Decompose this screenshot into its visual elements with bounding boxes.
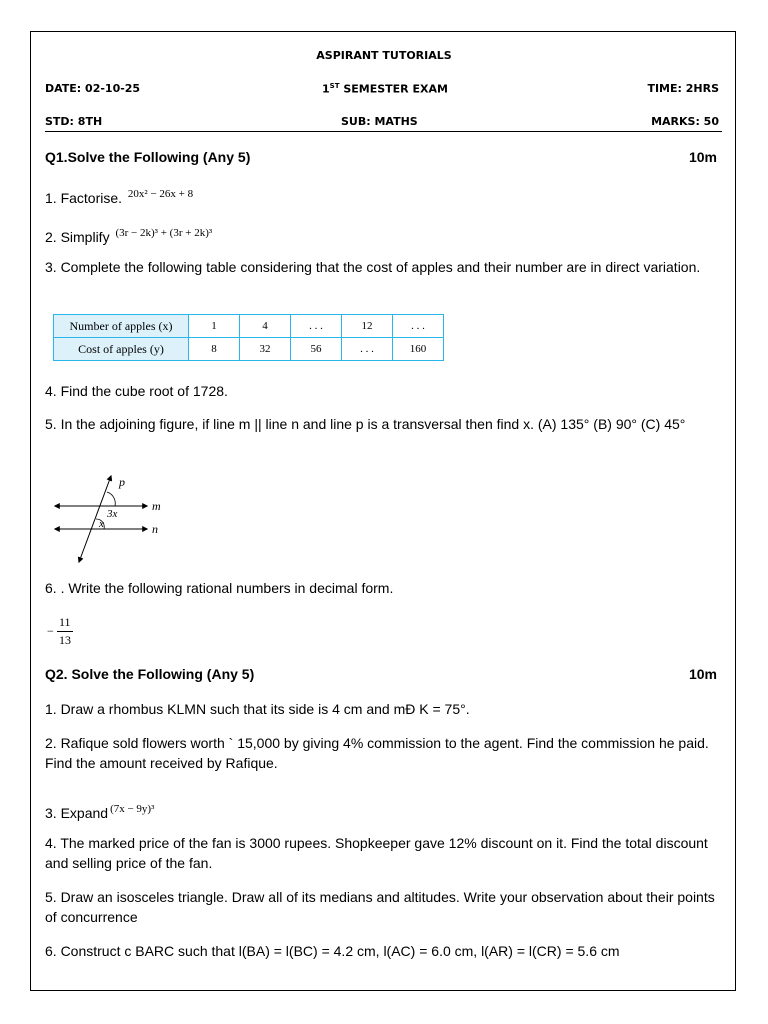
label-p: p (119, 475, 125, 489)
direct-variation-table (53, 314, 444, 361)
label-n: n (152, 522, 158, 536)
q2-item-5: 5. Draw an isosceles triangle. Draw all of its medians and altitudes. Write your observation about their points of concurrence (45, 889, 715, 925)
table-cell: 4 (240, 315, 291, 338)
total-marks: MARKS: 50 (651, 115, 719, 128)
table-cell: 12 (342, 315, 393, 338)
fraction-denominator: 13 (59, 633, 71, 647)
exam-title: 1ST SEMESTER EXAM (322, 82, 448, 96)
q1-heading: Q1.Solve the Following (Any 5) (45, 149, 251, 165)
angle-label-3x: 3x (107, 508, 118, 520)
subject: SUB: MATHS (341, 115, 418, 128)
exam-time: TIME: 2HRS (647, 82, 719, 95)
table-cell: 8 (189, 338, 240, 361)
math-expression: (3r − 2k)³ + (3r + 2k)³ (115, 227, 213, 239)
table-row-header: Cost of apples (y) (54, 338, 189, 361)
math-expression: 20x² − 26x + 8 (127, 188, 194, 200)
q2-item-6: 6. Construct c BARC such that l(BA) = l(BC) = 4.2 cm, l(AC) = 6.0 cm, l(AR) = l(CR) = 5.6 cm (45, 943, 620, 959)
q1-item-2: 2. Simplify $^{(3r - 2k)^3 + (3r + 2k)^3}$ (45, 227, 213, 245)
header-divider (45, 131, 722, 132)
q2-heading: Q2. Solve the Following (Any 5) (45, 666, 255, 682)
q1-marks: 10m (688, 149, 717, 165)
q2-item-2: 2. Rafique sold flowers worth ` 15,000 by giving 4% commission to the agent. Find the commission he paid. Find the amount received by Rafique. (45, 735, 709, 771)
table-cell: 160 (393, 338, 444, 361)
angle-arc (107, 492, 115, 506)
standard: STD: 8TH (45, 115, 103, 128)
fraction-numerator: 11 (59, 615, 71, 629)
q1-item-3: 3. Complete the following table considering that the cost of apples and their number are in direct variation. (45, 259, 701, 275)
table-cell: 32 (240, 338, 291, 361)
fraction-bar (57, 631, 73, 632)
table-cell: . . . (291, 315, 342, 338)
table-cell: . . . (342, 338, 393, 361)
table-cell: . . . (393, 315, 444, 338)
q2-item-4: 4. The marked price of the fan is 3000 rupees. Shopkeeper gave 12% discount on it. Find the total discount and selling price of the fan. (45, 835, 708, 871)
q1-item-5: 5. In the adjoining figure, if line m || line n and line p is a transversal then find x. (A) 135° (B) 90° (C) 45° (45, 416, 686, 432)
parallel-lines-figure (49, 470, 179, 566)
q2-item-3: 3. Expand $^{(7x - 9y)^3}$ (45, 803, 155, 821)
q2-marks: 10m (688, 666, 717, 682)
table-cell: 56 (291, 338, 342, 361)
math-expression: (7x − 9y)³ (110, 803, 155, 815)
angle-label-x: x (99, 518, 104, 530)
table-cell: 1 (189, 315, 240, 338)
institute-name: ASPIRANT TUTORIALS (316, 49, 452, 62)
table-row (54, 315, 444, 338)
q1-item-1: 1. Factorise. $^{20x^2 - 26x + 8}$ (45, 188, 194, 206)
table-row-header: Number of apples (x) (54, 315, 189, 338)
q1-item-4: 4. Find the cube root of 1728. (45, 383, 228, 399)
label-m: m (152, 499, 161, 513)
table-row (54, 338, 444, 361)
q2-item-1: 1. Draw a rhombus KLMN such that its side is 4 cm and mÐ K = 75°. (45, 701, 470, 717)
q1-item-6: 6. . Write the following rational numbers in decimal form. (45, 580, 394, 596)
fraction-sign: − (47, 624, 54, 638)
exam-date: DATE: 02-10-25 (45, 82, 141, 95)
exam-paper (30, 31, 736, 991)
